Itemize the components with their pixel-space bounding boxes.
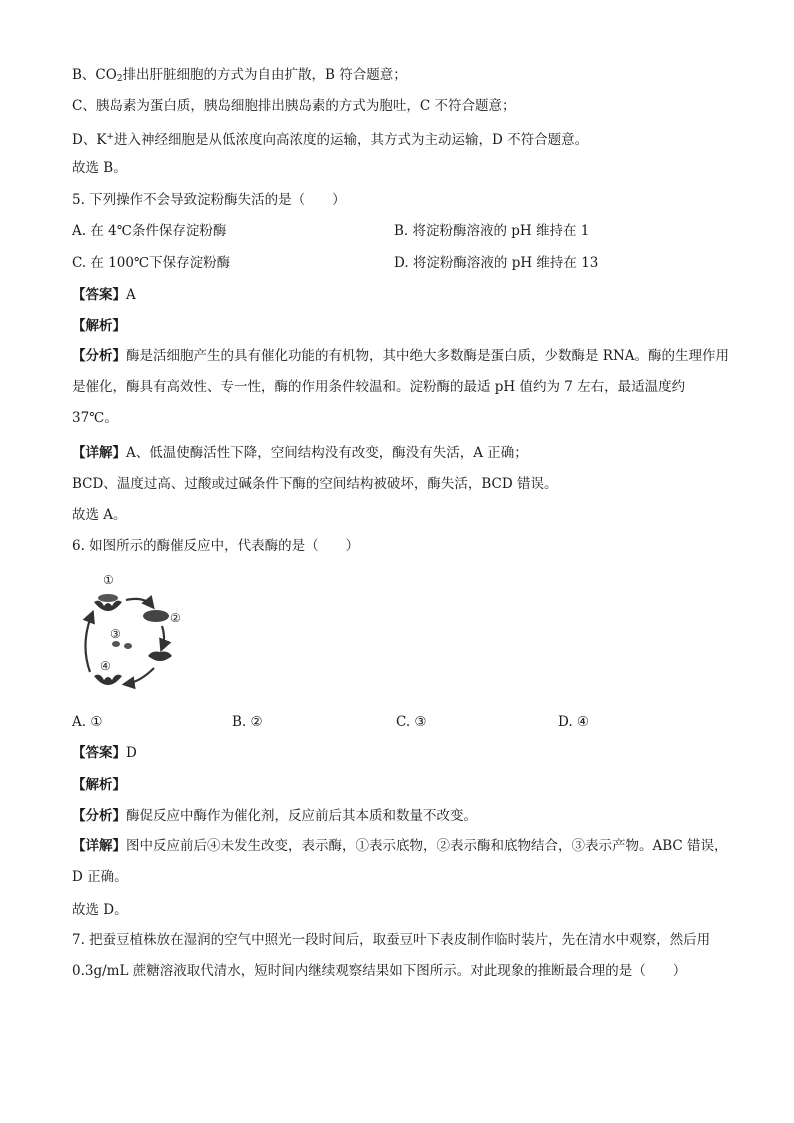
q5-stem: 5. 下列操作不会导致淀粉酶失活的是（ ）: [72, 192, 346, 208]
figure-label-3: ③: [110, 627, 121, 641]
q6-jiexi: 【解析】: [72, 777, 126, 793]
q5-option-c: C. 在 100℃下保存淀粉酶: [72, 255, 231, 271]
q6-answer: 【答案】D: [72, 745, 137, 761]
line-choose-b: 故选 B。: [72, 160, 127, 176]
q6-analysis: 【分析】酶促反应中酶作为催化剂，反应前后其本质和数量不改变。: [72, 808, 477, 824]
q5-detail: 【详解】A、低温使酶活性下降，空间结构没有改变，酶没有失活，A 正确；: [72, 445, 528, 461]
q6-detail: 【详解】图中反应前后④未发生改变，表示酶，①表示底物，②表示酶和底物结合，③表示产物。ABC 错误，D 正确。: [72, 838, 728, 885]
enzyme-shape-bottom: [94, 675, 122, 685]
enzyme-reaction-figure: [72, 572, 188, 696]
enzyme-shape-top: [94, 601, 122, 611]
figure-label-2: ②: [170, 611, 181, 625]
line-d-k: D、K+进入神经细胞是从低浓度向高浓度的运输，其方式为主动运输，D 不符合题意。: [72, 132, 589, 148]
q6-option-c: C. ③: [396, 714, 427, 730]
q5-answer: 【答案】A: [72, 287, 136, 303]
q5-detail2: BCD、温度过高、过酸或过碱条件下酶的空间结构被破坏，酶失活，BCD 错误。: [72, 476, 558, 492]
q6-choose: 故选 D。: [72, 902, 128, 918]
figure-label-1: ①: [103, 573, 114, 587]
q5-option-d: D. 将淀粉酶溶液的 pH 维持在 13: [394, 255, 599, 271]
q5-analysis: 【分析】酶是活细胞产生的具有催化功能的有机物，其中绝大多数酶是蛋白质，少数酶是 RNA。酶的生理作用是催化，酶具有高效性、专一性，酶的作用条件较温和。淀粉酶的最适 pH 值约为 7 左右，最适温度约 37℃。: [72, 348, 730, 426]
q5-option-b: B. 将淀粉酶溶液的 pH 维持在 1: [394, 223, 590, 239]
line-c-insulin: C、胰岛素为蛋白质，胰岛细胞排出胰岛素的方式为胞吐，C 不符合题意；: [72, 98, 516, 114]
q7-stem: 7. 把蚕豆植株放在湿润的空气中照光一段时间后，取蚕豆叶下表皮制作临时装片，先在清水中观察，然后用 0.3g/mL 蔗糖溶液取代清水，短时间内继续观察结果如下图所示。对此现象的推断最合理的是（ ）: [72, 932, 711, 979]
enzyme-shape-right: [148, 652, 172, 662]
q5-choose: 故选 A。: [72, 507, 127, 523]
q6-stem: 6. 如图所示的酶催反应中，代表酶的是（ ）: [72, 538, 360, 554]
q6-option-a: A. ①: [72, 714, 103, 730]
line-b-co2: B、$CO_2$排出肝脏细胞的方式为自由扩散，B 符合题意；: [72, 67, 407, 84]
q6-option-d: D. ④: [558, 714, 590, 730]
figure-label-4: ④: [100, 659, 111, 673]
product-shapes: [112, 641, 132, 649]
substrate-shape: [98, 594, 118, 602]
q5-jiexi: 【解析】: [72, 318, 126, 334]
enzyme-substrate-complex: [143, 610, 169, 622]
q5-option-a: A. 在 4℃条件保存淀粉酶: [72, 223, 227, 239]
q6-option-b: B. ②: [232, 714, 263, 730]
